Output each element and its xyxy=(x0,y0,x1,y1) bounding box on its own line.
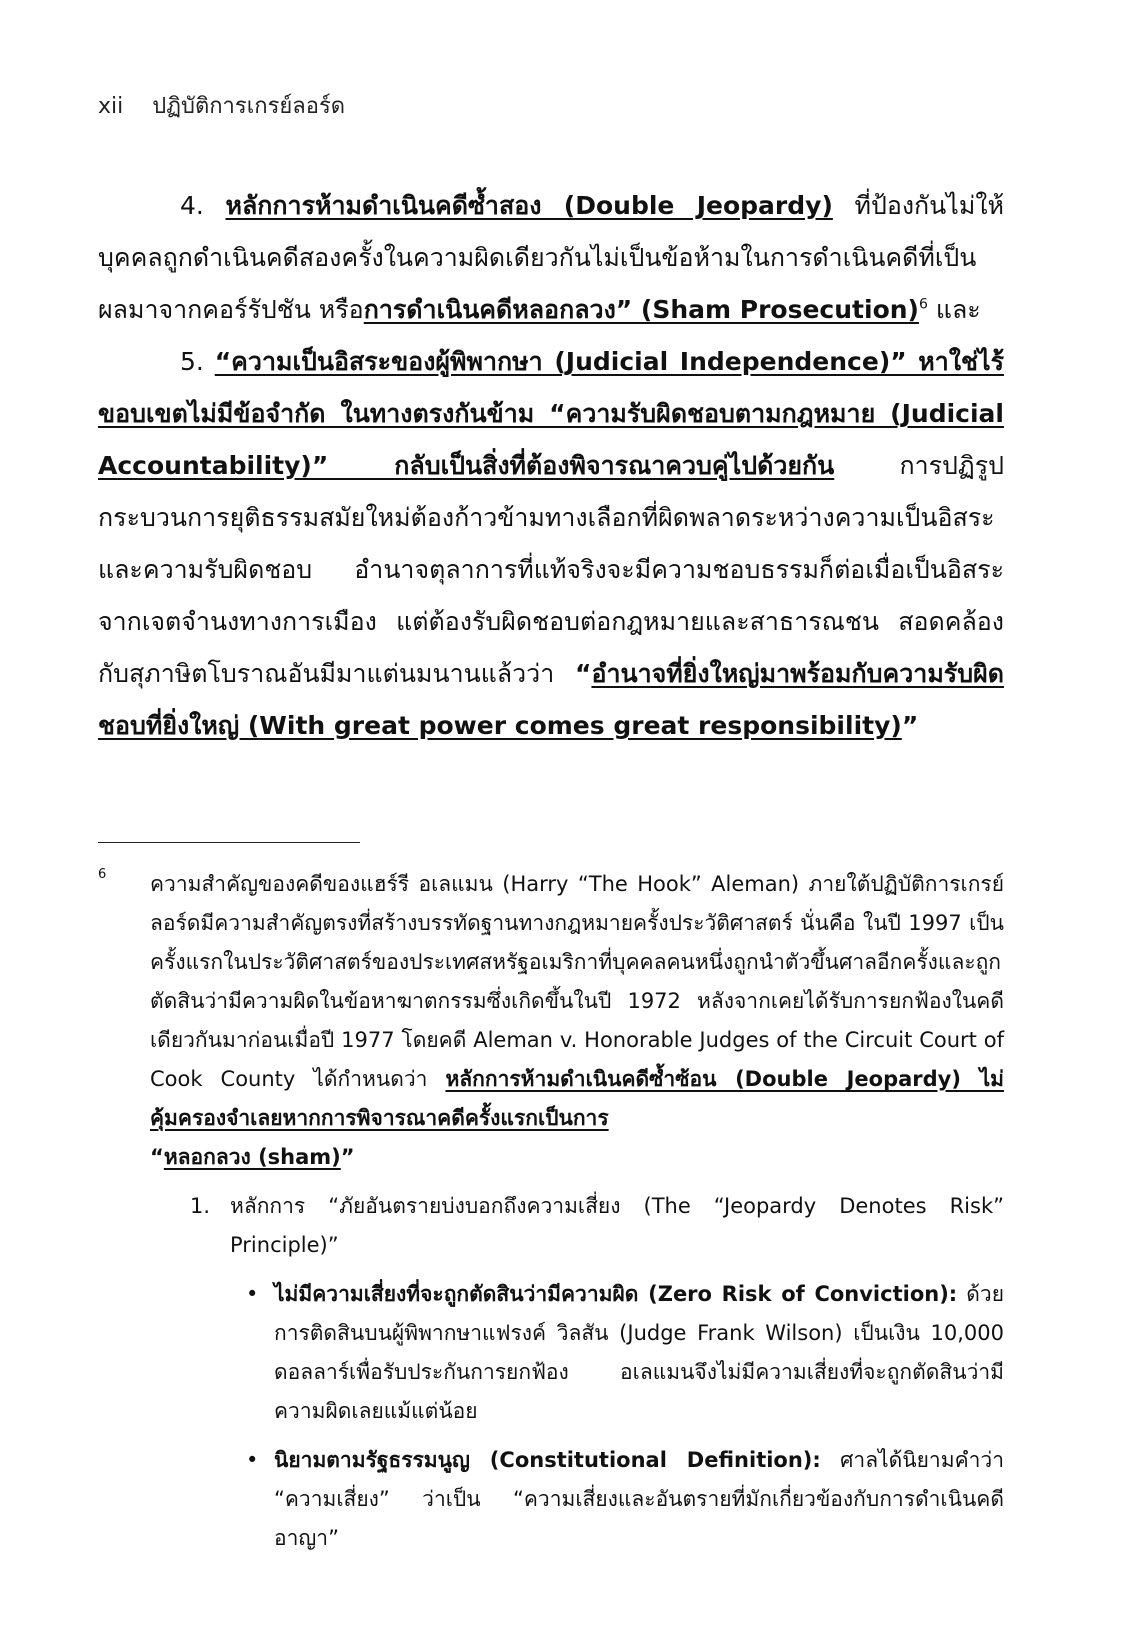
footnote-quote-close: ” xyxy=(340,1145,355,1169)
paragraph-4 xyxy=(98,180,1004,336)
numbered-list xyxy=(190,1187,1004,1558)
bullet-icon: • xyxy=(246,1282,259,1306)
para5-bold-statement: “ความเป็นอิสระของผู้พิพากษา (Judicial Independence)” หาใช่ไร้ขอบเขตไม่มีข้อจำกัด ในทางตรงกันข้าม “ความรับผิดชอบตามกฎหมาย (Judicial Accountability)” กลับเป็นสิ่งที่ต้องพิจารณาควบคู่ไปด้วยกัน xyxy=(98,347,1004,480)
para5-number: 5. xyxy=(180,347,204,376)
paragraph-5 xyxy=(98,336,1004,752)
footnote-ref[interactable]: 6 xyxy=(918,296,928,313)
quote-open: “ xyxy=(575,659,592,688)
footnote-number: 6 xyxy=(98,867,107,882)
para4-text: ที่ป้องกันไม่ให้บุคคลถูกดำเนินคดีสองครั้งในความผิดเดียวกันไม่เป็นข้อห้ามในการดำเนินคดีที่เป็นผลมาจากคอร์รัปชัน หรือ xyxy=(98,191,1005,324)
bullet-heading: นิยามตามรัฐธรรมนูญ (Constitutional Definition): xyxy=(274,1448,821,1472)
footnote-divider xyxy=(98,842,360,843)
footnote-quote-open: “ xyxy=(150,1145,164,1169)
list-item: หลักการ “ภัยอันตรายบ่งบอกถึงความเสี่ยง (The “Jeopardy Denotes Risk” Principle)” xyxy=(230,1194,1004,1257)
footnote-bold-principle: หลักการห้ามดำเนินคดีซ้ำซ้อน (Double Jeopardy) ไม่คุ้มครองจำเลยหากการพิจารณาคดีครั้งแรกเป็นการ xyxy=(150,1067,1004,1130)
list-number: 1. xyxy=(190,1194,211,1218)
running-header xyxy=(98,88,345,123)
sham-prosecution-term: การดำเนินคดีหลอกลวง” (Sham Prosecution) xyxy=(363,295,919,324)
book-title: ปฏิบัติการเกรย์ลอร์ด xyxy=(152,94,346,119)
bullet-heading: ไม่มีความเสี่ยงที่จะถูกตัดสินว่ามีความผิด (Zero Risk of Conviction): xyxy=(274,1282,958,1306)
para4-title: หลักการห้ามดำเนินคดีซ้ำสอง (Double Jeopardy) xyxy=(225,191,833,220)
bullet-text: ศาลได้นิยามคำว่า “ความเสี่ยง” ว่าเป็น “ความเสี่ยงและอันตรายที่มักเกี่ยวข้องกับการดำเนินคดีอาญา” xyxy=(274,1448,1004,1550)
footnote-body xyxy=(150,865,1004,1558)
bullet-text: ด้วยการติดสินบนผู้พิพากษาแฟรงค์ วิลสัน (Judge Frank Wilson) เป็นเงิน 10,000 ดอลลาร์เพื่อรับประกันการยกฟ้อง อเลแมนจึงไม่มีความเสี่ยงที่จะถูกตัดสินว่ามีความผิดเลยแม้แต่น้อย xyxy=(274,1282,1004,1423)
footnote-6 xyxy=(98,865,1004,1558)
footnote-sham: หลอกลวง (sham) xyxy=(163,1145,341,1169)
quote-close: ” xyxy=(901,711,919,740)
bullet-item xyxy=(246,1441,1004,1558)
bullet-icon: • xyxy=(246,1448,259,1472)
para4-number: 4. xyxy=(180,191,204,220)
proverb-quote: อำนาจที่ยิ่งใหญ่มาพร้อมกับความรับผิดชอบที่ยิ่งใหญ่ (With great power comes great responsibility) xyxy=(98,659,1004,740)
para5-text: การปฏิรูปกระบวนการยุติธรรมสมัยใหม่ต้องก้าวข้ามทางเลือกที่ผิดพลาดระหว่างความเป็นอิสระและความรับผิดชอบ อำนาจตุลาการที่แท้จริงจะมีความชอบธรรมก็ต่อเมื่อเป็นอิสระจากเจตจำนงทางการเมือง แต่ต้องรับผิดชอบต่อกฎหมายและสาธารณชน สอดคล้องกับสุภาษิตโบราณอันมีมาแต่นมนานแล้วว่า xyxy=(98,451,1004,688)
page-number: xii xyxy=(98,94,124,119)
bullet-item xyxy=(246,1275,1004,1431)
footnote-text: ความสำคัญของคดีของแฮร์รี อเลแมน (Harry “The Hook” Aleman) ภายใต้ปฏิบัติการเกรย์ลอร์ดมีความสำคัญตรงที่สร้างบรรทัดฐานทางกฎหมายครั้งประวัติศาสตร์ นั่นคือ ในปี 1997 เป็นครั้งแรกในประวัติศาสตร์ของประเทศสหรัฐอเมริกาที่บุคคลคนหนึ่งถูกนำตัวขึ้นศาลอีกครั้งและถูกตัดสินว่ามีความผิดในข้อหาฆาตกรรมซึ่งเกิดขึ้นในปี 1972 หลังจากเคยได้รับการยกฟ้องในคดีเดียวกันมาก่อนเมื่อปี 1977 โดยคดี Aleman v. Honorable Judges of the Circuit Court of Cook County ได้กำหนดว่า xyxy=(150,872,1004,1091)
main-text xyxy=(98,180,1004,752)
para4-end: และ xyxy=(927,295,981,324)
